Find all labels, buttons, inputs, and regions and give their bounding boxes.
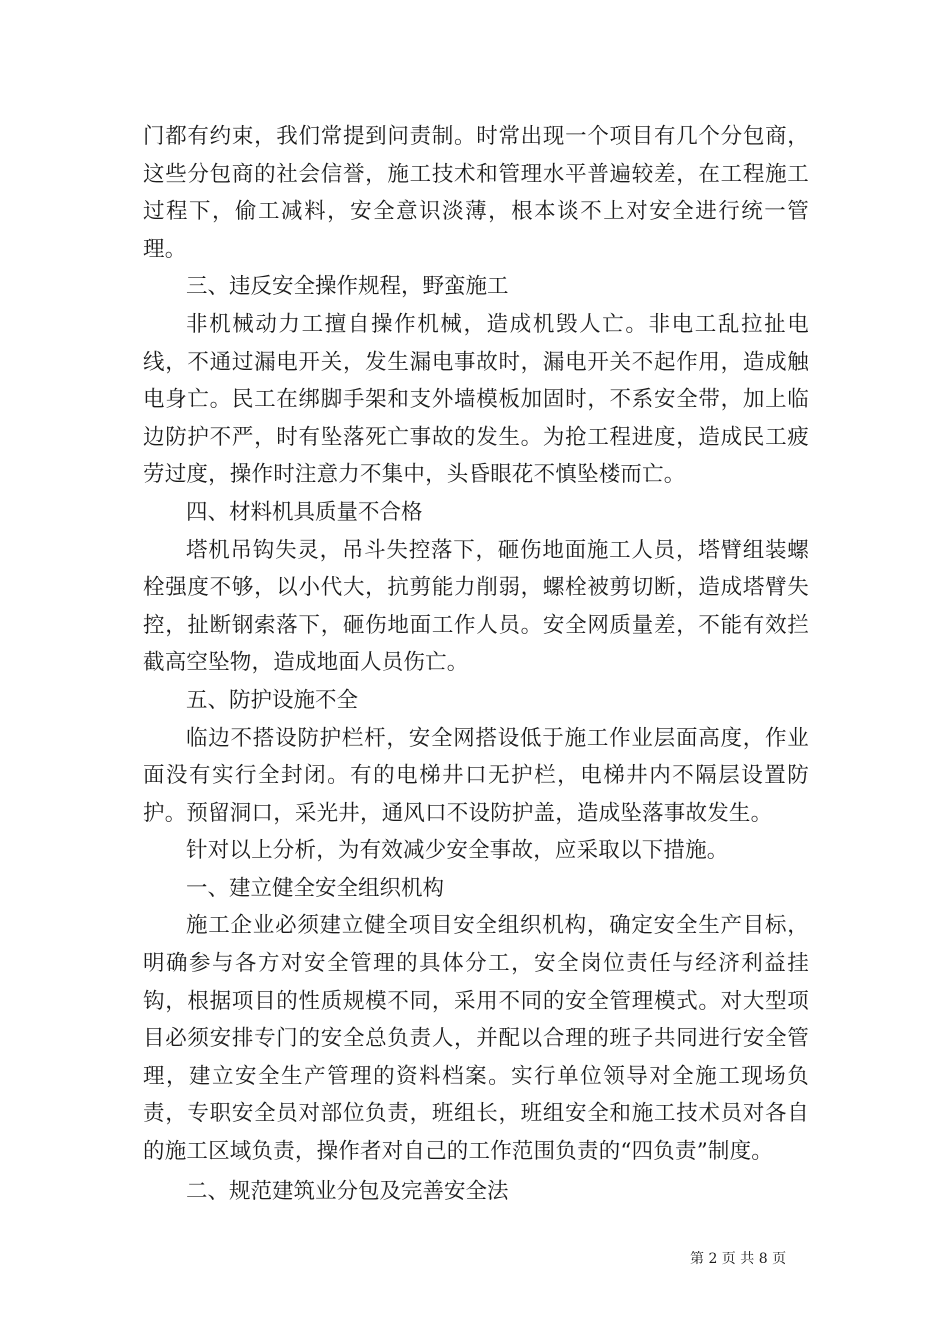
paragraph: 针对以上分析，为有效减少安全事故，应采取以下措施。 xyxy=(186,838,729,864)
paragraph: 临边不搭设防护栏杆，安全网搭设低于施工作业层面高度，作业面没有实行全封闭。有的电梯井口无护栏，电梯井内不隔层设置防护。预留洞口，采光井，通风口不设防护盖，造成坠落事故发生。 xyxy=(143,725,809,826)
document-body xyxy=(143,118,809,1210)
paragraph: 塔机吊钩失灵，吊斗失控落下，砸伤地面施工人员，塔臂组装螺栓强度不够，以小代大，抗剪能力削弱，螺栓被剪切断，造成塔臂失控，扯断钢索落下，砸伤地面工作人员。安全网质量差，不能有效拦截高空坠物，造成地面人员伤亡。 xyxy=(143,537,809,676)
page-number-footer: 第 2 页 共 8 页 xyxy=(690,1251,787,1267)
measure-heading-2: 二、规范建筑业分包及完善安全法 xyxy=(186,1178,509,1204)
paragraph: 非机械动力工擅自操作机械，造成机毁人亡。非电工乱拉扯电线，不通过漏电开关，发生漏电事故时，漏电开关不起作用，造成触电身亡。民工在绑脚手架和支外墙模板加固时，不系安全带，加上临边防护不严，时有坠落死亡事故的发生。为抢工程进度，造成民工疲劳过度，操作时注意力不集中，头昏眼花不慎坠楼而亡。 xyxy=(143,311,809,488)
section-heading-3: 三、违反安全操作规程，野蛮施工 xyxy=(186,274,509,300)
paragraph-continued: 门都有约束，我们常提到问责制。时常出现一个项目有几个分包商，这些分包商的社会信誉，施工技术和管理水平普遍较差，在工程施工过程下，偷工减料，安全意识淡薄，根本谈不上对安全进行统一管理。 xyxy=(143,124,809,262)
measure-heading-1: 一、建立健全安全组织机构 xyxy=(186,875,445,901)
section-heading-4: 四、材料机具质量不合格 xyxy=(186,499,423,525)
paragraph: 施工企业必须建立健全项目安全组织机构，确定安全生产目标，明确参与各方对安全管理的具体分工，安全岗位责任与经济利益挂钩，根据项目的性质规模不同，采用不同的安全管理模式。对大型项目必须安排专门的安全总负责人，并配以合理的班子共同进行安全管理，建立安全生产管理的资料档案。实行单位领导对全施工现场负责，专职安全员对部位负责，班组长，班组安全和施工技术员对各自的施工区域负责，操作者对自己的工作范围负责的“四负责”制度。 xyxy=(143,913,809,1165)
section-heading-5: 五、防护设施不全 xyxy=(186,687,359,713)
